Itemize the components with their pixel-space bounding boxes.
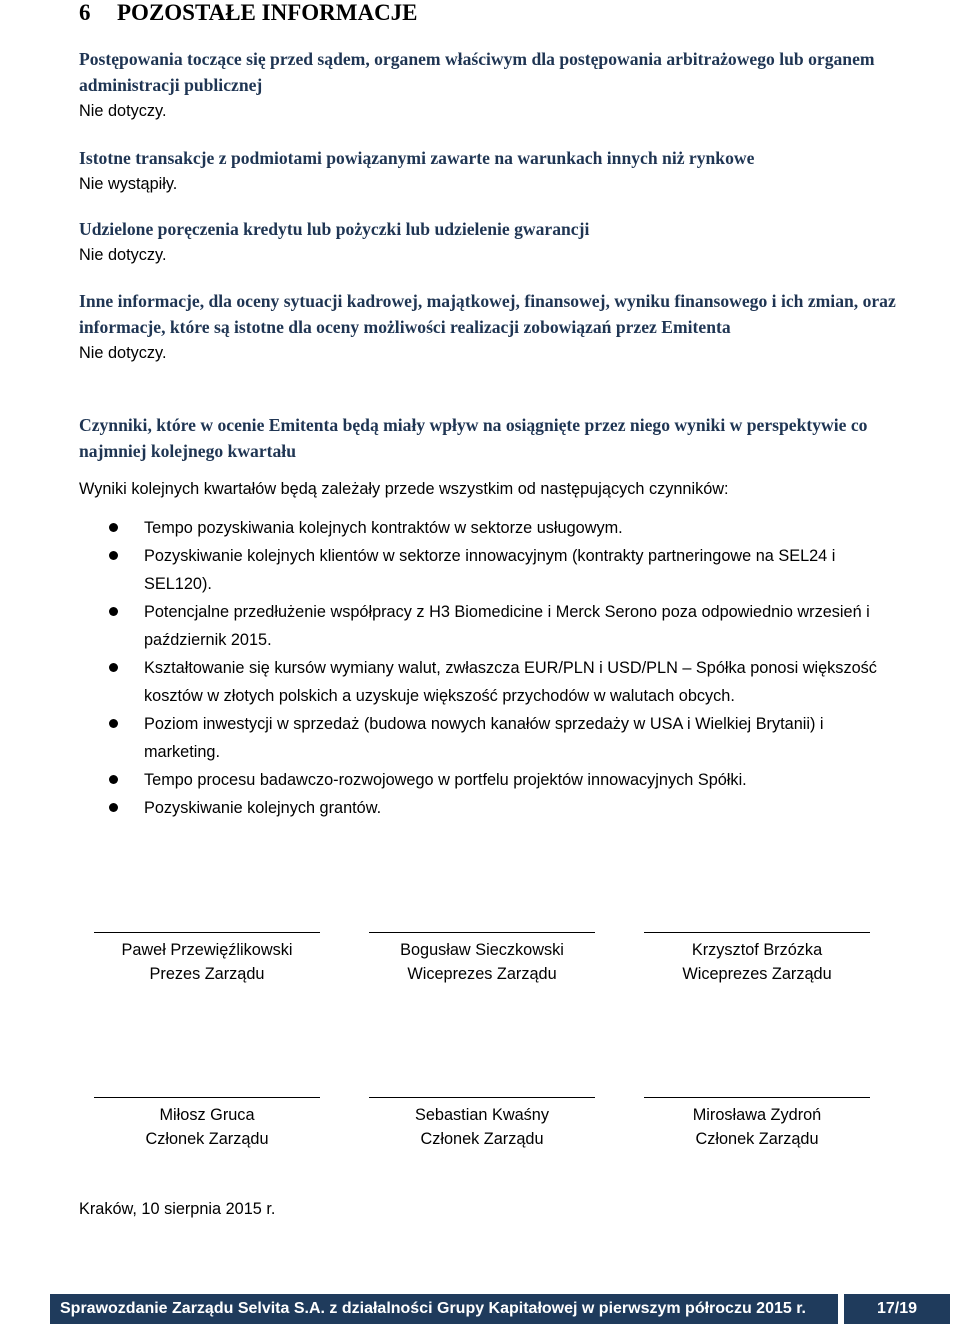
block-heading: Postępowania toczące się przed sądem, organem właściwym dla postępowania arbitrażowego lub organem administracji publicznej xyxy=(79,49,875,95)
bullet-icon xyxy=(109,607,118,616)
signature-block xyxy=(369,1097,595,1151)
signature-block xyxy=(644,932,870,986)
signatory-role: Wiceprezes Zarządu xyxy=(407,965,557,983)
signatory-role: Prezes Zarządu xyxy=(149,965,265,983)
section-number: 6 xyxy=(79,0,91,25)
bullet-icon xyxy=(109,523,118,532)
info-block-guarantees xyxy=(79,216,909,268)
bullet-icon xyxy=(109,803,118,812)
info-block-other-information xyxy=(79,288,909,366)
bullet-icon xyxy=(109,775,118,784)
block-text: Nie dotyczy. xyxy=(79,246,167,264)
block-heading: Czynniki, które w ocenie Emitenta będą miały wpływ na osiągnięte przez niego wyniki w perspektywie co najmniej kolejnego kwartału xyxy=(79,415,868,461)
list-item: Pozyskiwanie kolejnych grantów. xyxy=(79,794,899,822)
signature-block xyxy=(644,1097,870,1151)
bullet-icon xyxy=(109,551,118,560)
page-number: 17/19 xyxy=(844,1294,950,1324)
block-heading: Udzielone poręczenia kredytu lub pożyczki lub udzielenie gwarancji xyxy=(79,219,590,239)
info-block-proceedings xyxy=(79,46,909,124)
section-title: POZOSTAŁE INFORMACJE xyxy=(117,0,418,25)
block-heading: Istotne transakcje z podmiotami powiązanymi zawarte na warunkach innych niż rynkowe xyxy=(79,148,755,168)
factors-list xyxy=(79,514,899,822)
list-item: Kształtowanie się kursów wymiany walut, zwłaszcza EUR/PLN i USD/PLN – Spółka ponosi większość kosztów w złotych polskich a uzyskuje większość przychodów w walutach obcych. xyxy=(79,654,899,710)
document-date: Kraków, 10 sierpnia 2015 r. xyxy=(79,1200,276,1218)
signature-line xyxy=(94,1097,320,1098)
signatory-name: Paweł Przewięźlikowski xyxy=(121,941,293,959)
list-item: Tempo pozyskiwania kolejnych kontraktów w sektorze usługowym. xyxy=(79,514,899,542)
bullet-icon xyxy=(109,663,118,672)
signatory-name: Krzysztof Brzózka xyxy=(691,941,823,959)
block-text: Nie dotyczy. xyxy=(79,344,167,362)
block-text: Nie wystąpiły. xyxy=(79,175,178,193)
section-heading xyxy=(79,0,418,26)
signatory-role: Wiceprezes Zarządu xyxy=(682,965,832,983)
signature-block xyxy=(369,932,595,986)
info-block-factors xyxy=(79,412,909,464)
signatory-name: Mirosława Zydroń xyxy=(692,1106,822,1124)
info-block-related-transactions xyxy=(79,145,909,197)
signature-block xyxy=(94,1097,320,1151)
signature-line xyxy=(644,1097,870,1098)
list-item: Poziom inwestycji w sprzedaż (budowa nowych kanałów sprzedaży w USA i Wielkiej Brytanii) i marketing. xyxy=(79,710,899,766)
list-item: Potencjalne przedłużenie współpracy z H3 Biomedicine i Merck Serono poza odpowiednio wrzesień i październik 2015. xyxy=(79,598,899,654)
signatory-name: Miłosz Gruca xyxy=(159,1106,255,1124)
block-text: Nie dotyczy. xyxy=(79,102,167,120)
signature-line xyxy=(644,932,870,933)
block-heading: Inne informacje, dla oceny sytuacji kadrowej, majątkowej, finansowej, wyniku finansowego i ich zmian, oraz informacje, które są istotne dla oceny możliwości realizacji zobowiązań przez Emitenta xyxy=(79,291,896,337)
signature-line xyxy=(369,1097,595,1098)
signatory-role: Członek Zarządu xyxy=(695,1130,819,1148)
signature-line xyxy=(94,932,320,933)
factors-intro: Wyniki kolejnych kwartałów będą zależały przede wszystkim od następujących czynników: xyxy=(79,480,729,498)
signatory-name: Bogusław Sieczkowski xyxy=(400,941,564,959)
signature-line xyxy=(369,932,595,933)
signatory-role: Członek Zarządu xyxy=(145,1130,269,1148)
bullet-icon xyxy=(109,719,118,728)
signatory-name: Sebastian Kwaśny xyxy=(415,1106,549,1124)
footer-title: Sprawozdanie Zarządu Selvita S.A. z działalności Grupy Kapitałowej w pierwszym półroczu 2015 r. xyxy=(50,1294,838,1324)
list-item: Tempo procesu badawczo-rozwojowego w portfelu projektów innowacyjnych Spółki. xyxy=(79,766,899,794)
signatory-role: Członek Zarządu xyxy=(420,1130,544,1148)
list-item: Pozyskiwanie kolejnych klientów w sektorze innowacyjnym (kontrakty partneringowe na SEL24 i SEL120). xyxy=(79,542,899,598)
signature-block xyxy=(94,932,320,986)
